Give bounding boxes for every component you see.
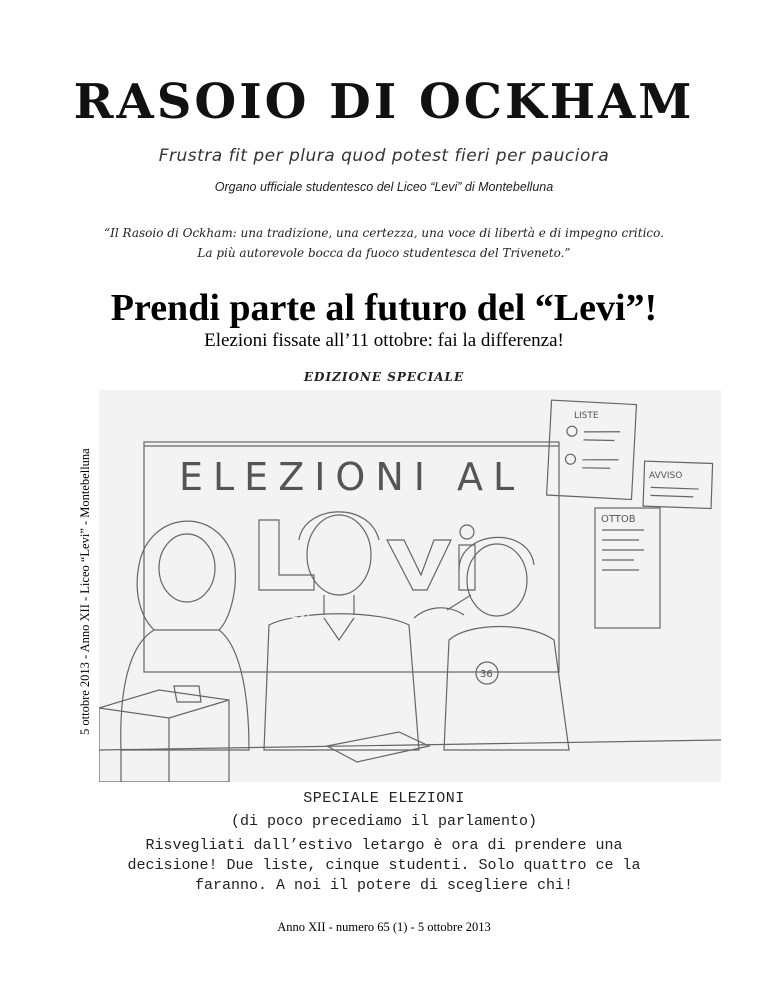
special-body: Risvegliati dall’estivo letargo è ora di prendere una decisione! Due liste, cinque studenti. Solo quattro ce la faranno. A noi il potere di scegliere chi! [127, 837, 641, 894]
masthead-title: RASOIO DI OCKHAM [73, 74, 695, 130]
poster-ottobre [595, 508, 660, 628]
shirt-number: 36 [480, 669, 493, 680]
poster-liste-label: LISTE [574, 411, 599, 421]
poster-avviso-label: AVVISO [649, 471, 683, 481]
student-girl [121, 521, 249, 782]
subheadline: Elezioni fissate all’11 ottobre: fai la differenza! [204, 330, 564, 351]
organ-subtitle: Organo ufficiale studentesco del Liceo “Levi” di Montebelluna [214, 180, 554, 194]
letter-v [387, 540, 451, 590]
ballot-paper [327, 732, 429, 762]
special-title: SPECIALE ELEZIONI [303, 790, 465, 807]
latin-motto: Frustra fit per plura quod potest fieri per pauciora [158, 146, 610, 166]
quote-line-2: La più autorevole bocca da fuoco studentesca del Triveneto.” [197, 246, 571, 260]
student-boy-middle [264, 512, 419, 750]
board-text-line2: LEVI [284, 607, 311, 621]
headline: Prendi parte al futuro del “Levi”! [110, 287, 658, 329]
letter-l [259, 520, 314, 590]
poster-avviso [643, 461, 713, 508]
quote-line-1: “Il Rasoio di Ockham: una tradizione, una certezza, una voce di libertà e di impegno critico. [104, 226, 664, 240]
board-text-line1: ELEZIONI AL [179, 455, 525, 499]
poster-ottobre-label: OTTOB [601, 514, 636, 525]
issue-footer: Anno XII - numero 65 (1) - 5 ottobre 2013 [277, 920, 491, 934]
special-subtitle: (di poco precediamo il parlamento) [230, 813, 538, 830]
election-illustration [99, 390, 721, 782]
vertical-sidebar-text: 5 ottobre 2013 - Anno XII - Liceo “Levi” - Montebelluna [78, 448, 92, 735]
ballot-box [99, 686, 229, 782]
edition-label: EDIZIONE SPECIALE [303, 370, 465, 384]
